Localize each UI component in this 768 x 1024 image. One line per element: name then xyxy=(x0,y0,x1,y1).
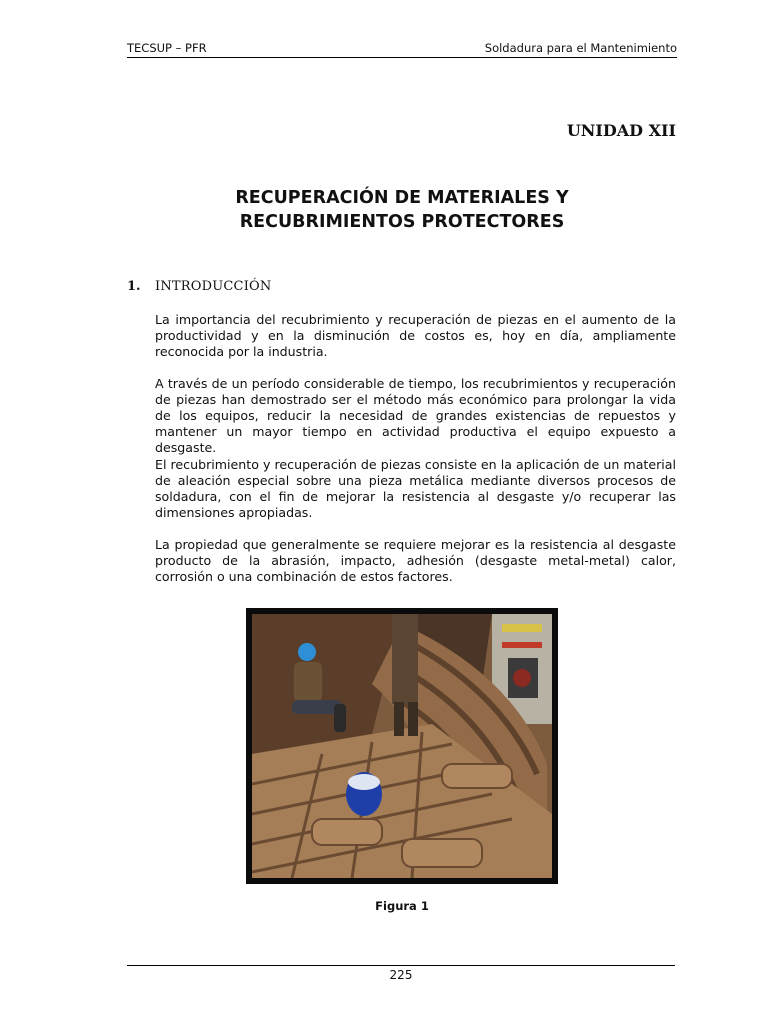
page-header xyxy=(127,41,677,58)
figure-1-photo xyxy=(252,614,552,878)
paragraph-1: La importancia del recubrimiento y recuperación de piezas en el aumento de la productividad y en la disminución de costos es, hoy en día, ampliamente reconocida por la industria. xyxy=(155,312,676,359)
header-right-text: Soldadura para el Mantenimiento xyxy=(484,41,677,55)
paragraph-3: El recubrimiento y recuperación de piezas consiste en la aplicación de un material de aleación especial sobre una pieza metálica mediante diversos procesos de soldadura, con el fin de mejorar la resistencia al desgaste y/o recuperar las dimensiones apropiadas. xyxy=(155,457,676,520)
paragraph-2: A través de un período considerable de tiempo, los recubrimientos y recuperación de piezas han demostrado ser el método más económico para prolongar la vida de los equipos, reducir la necesidad de grandes existencias de repuestos y mantener un mayor tiempo en actividad productiva el equipo expuesto a desgaste. xyxy=(155,376,676,455)
footer-divider xyxy=(127,965,675,966)
header-left-text: TECSUP – PFR xyxy=(127,41,207,55)
chapter-title xyxy=(127,186,677,234)
chapter-title-line-1: RECUPERACIÓN DE MATERIALES Y xyxy=(235,188,569,208)
figure-1-frame xyxy=(246,608,558,884)
figure-1-caption: Figura 1 xyxy=(375,899,429,913)
section-heading xyxy=(127,279,271,294)
section-number: 1. xyxy=(127,279,141,294)
welding-worker-photo-illustration xyxy=(252,614,552,878)
section-title: INTRODUCCIÓN xyxy=(155,279,272,294)
paragraph-4: La propiedad que generalmente se requiere mejorar es la resistencia al desgaste producto de la abrasión, impacto, adhesión (desgaste metal-metal) calor, corrosión o una combinación de estos factores. xyxy=(155,537,676,584)
unit-label: UNIDAD XII xyxy=(566,121,676,140)
chapter-title-line-2: RECUBRIMIENTOS PROTECTORES xyxy=(239,212,565,232)
page-number: 225 xyxy=(389,968,413,982)
